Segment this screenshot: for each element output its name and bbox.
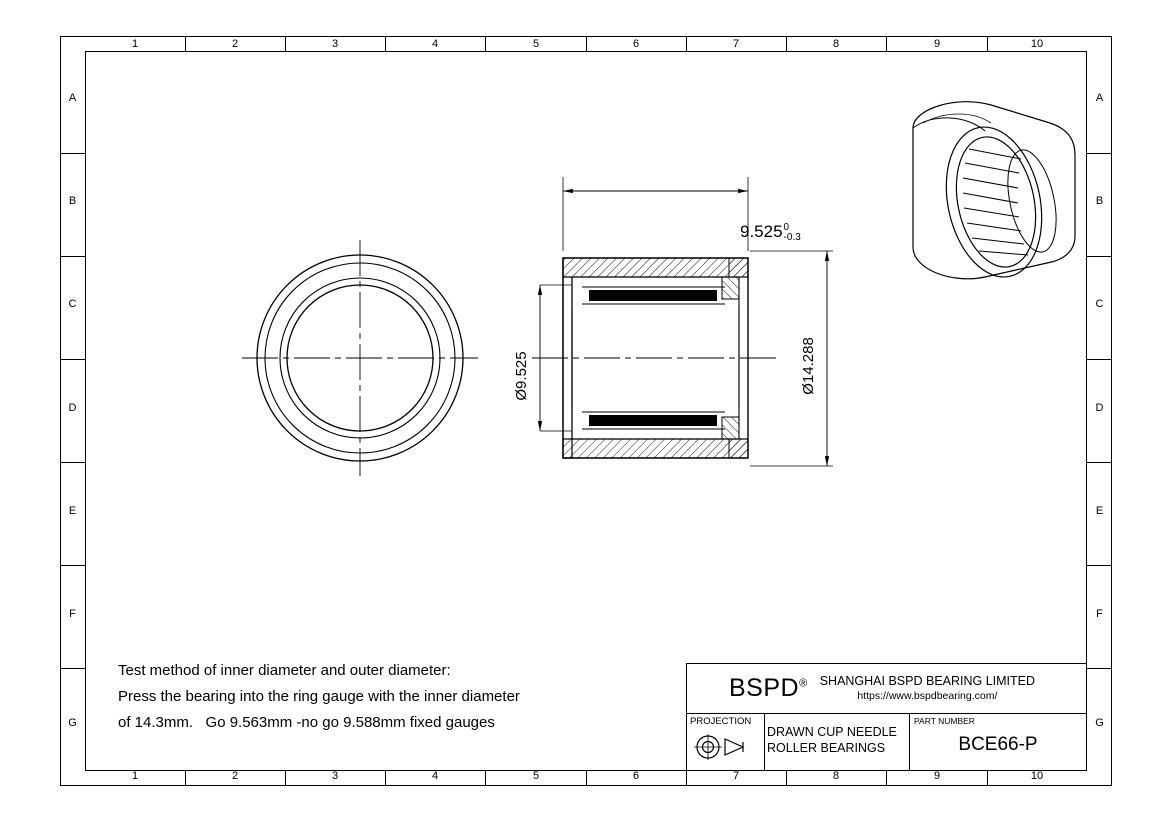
row-label-left-d: D — [68, 402, 77, 414]
row-label-left-f: F — [69, 608, 76, 620]
note-line-3: of 14.3mm. Go 9.563mm -no go 9.588mm fixed gauges — [118, 714, 495, 731]
column-label-top-7: 7 — [732, 38, 740, 50]
row-label-right-e: E — [1095, 505, 1104, 517]
front-view-centerlines — [242, 240, 478, 476]
column-label-top-6: 6 — [632, 38, 640, 50]
title-block-body — [687, 714, 1086, 771]
column-label-top-8: 8 — [832, 38, 840, 50]
company-url: https://www.bspdbearing.com/ — [857, 689, 998, 702]
registered-mark: ® — [799, 677, 808, 690]
column-label-bottom-1: 1 — [131, 770, 139, 782]
row-label-left-c: C — [68, 298, 77, 310]
column-label-top-1: 1 — [131, 38, 139, 50]
brand-name: BSPD — [729, 674, 800, 702]
column-label-bottom-3: 3 — [331, 770, 339, 782]
company-name: SHANGHAI BSPD BEARING LIMITED — [819, 673, 1036, 688]
column-label-bottom-8: 8 — [832, 770, 840, 782]
part-number-label: PART NUMBER — [914, 716, 975, 726]
row-label-right-b: B — [1095, 195, 1104, 207]
part-number-value: BCE66-P — [958, 734, 1038, 755]
row-label-right-c: C — [1095, 298, 1104, 310]
description-line-1: DRAWN CUP NEEDLE — [767, 725, 897, 739]
section-view — [532, 258, 779, 458]
isometric-view — [913, 102, 1075, 286]
part-number-cell — [910, 714, 1086, 771]
projection-cell — [687, 714, 765, 771]
column-label-bottom-10: 10 — [1030, 770, 1044, 782]
column-label-top-5: 5 — [532, 38, 540, 50]
width-tol-upper: 0 — [783, 221, 790, 233]
title-block-header — [687, 664, 1086, 714]
note-line-2: Press the bearing into the ring gauge with the inner diameter — [118, 688, 520, 705]
row-label-right-g: G — [1095, 717, 1104, 729]
company-info — [820, 674, 1035, 704]
row-label-left-a: A — [68, 92, 77, 104]
column-label-bottom-5: 5 — [532, 770, 540, 782]
width-tol-lower: -0.3 — [783, 231, 801, 243]
projection-label: PROJECTION — [690, 716, 752, 727]
column-label-top-2: 2 — [231, 38, 239, 50]
row-label-left-e: E — [68, 505, 77, 517]
column-label-bottom-9: 9 — [933, 770, 941, 782]
product-description — [765, 714, 910, 771]
column-label-bottom-2: 2 — [231, 770, 239, 782]
row-label-right-f: F — [1096, 608, 1103, 620]
column-label-top-10: 10 — [1030, 38, 1044, 50]
column-label-bottom-6: 6 — [632, 770, 640, 782]
brand-logo — [729, 674, 808, 703]
dimension-bore-text: Ø9.525 — [512, 351, 530, 401]
column-label-bottom-7: 7 — [732, 770, 740, 782]
row-label-right-d: D — [1095, 402, 1104, 414]
note-line-1: Test method of inner diameter and outer diameter: — [118, 662, 451, 679]
row-label-left-b: B — [68, 195, 77, 207]
dimension-width — [563, 177, 748, 251]
row-label-left-g: G — [68, 717, 77, 729]
title-block — [686, 663, 1087, 771]
row-label-right-a: A — [1095, 92, 1104, 104]
column-label-top-3: 3 — [331, 38, 339, 50]
column-label-top-4: 4 — [431, 38, 439, 50]
dimension-width-text: 9.525 0 -0.3 — [740, 221, 801, 243]
first-angle-projection-icon — [693, 732, 759, 762]
dimension-outer-diameter-text: Ø14.288 — [799, 337, 817, 395]
column-label-bottom-4: 4 — [431, 770, 439, 782]
description-line-2: ROLLER BEARINGS — [767, 741, 886, 755]
test-method-notes — [118, 658, 678, 736]
column-label-top-9: 9 — [933, 38, 941, 50]
